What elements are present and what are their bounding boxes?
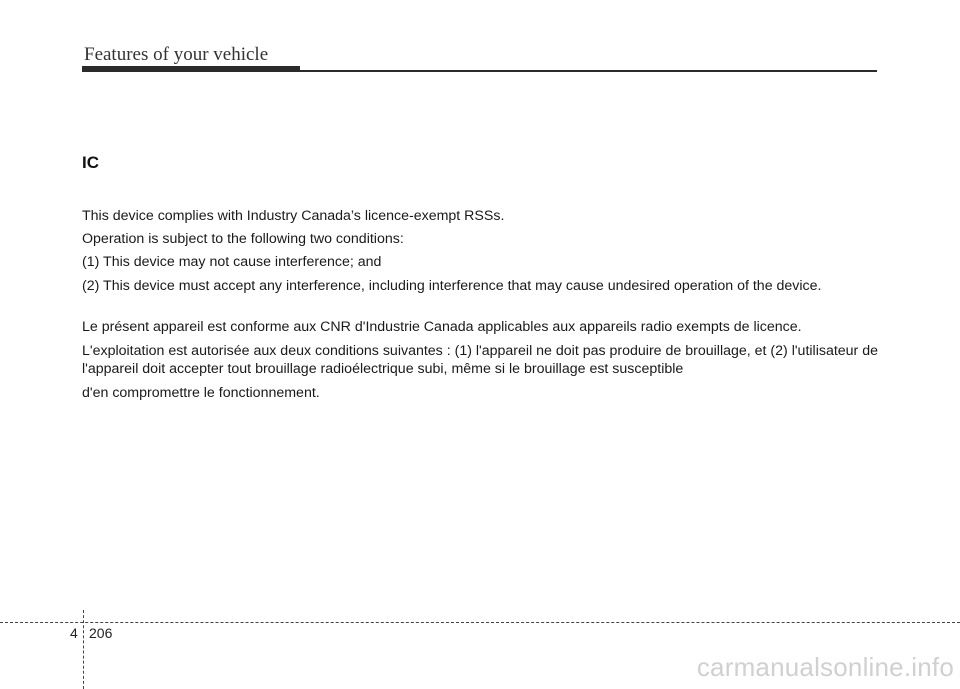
footer-rule (0, 622, 960, 623)
paragraph-condition-1: (1) This device may not cause interference; and (82, 254, 382, 270)
page-header-title: Features of your vehicle (84, 44, 269, 65)
paragraph-fr-conditions: L'exploitation est autorisée aux deux conditions suivantes : (1) l'appareil ne doit pas produire de brouillage, et (2) l'utilisateur de l'appareil doit accepter tout brouillage radioélectrique subi, même si le brouillage est susceptible (82, 343, 879, 377)
footer-divider (83, 610, 84, 689)
paragraph-conditions-intro: Operation is subject to the following two conditions: (82, 231, 404, 247)
header-rule (300, 70, 877, 72)
paragraph-fr-conformity: Le présent appareil est conforme aux CNR d'Industrie Canada applicables aux appareils radio exempts de licence. (82, 319, 802, 335)
paragraph-fr-closing: d'en compromettre le fonctionnement. (82, 385, 320, 401)
watermark-text: carmanualsonline.info (696, 652, 954, 682)
paragraph-compliance: This device complies with Industry Canada’s licence-exempt RSSs. (82, 208, 505, 224)
header-bar-thick (82, 66, 300, 72)
paragraph-condition-2: (2) This device must accept any interference, including interference that may cause undesired operation of the device. (82, 278, 822, 294)
chapter-number: 4 (70, 625, 78, 641)
page-number: 206 (89, 625, 113, 641)
section-heading: IC (82, 153, 99, 172)
